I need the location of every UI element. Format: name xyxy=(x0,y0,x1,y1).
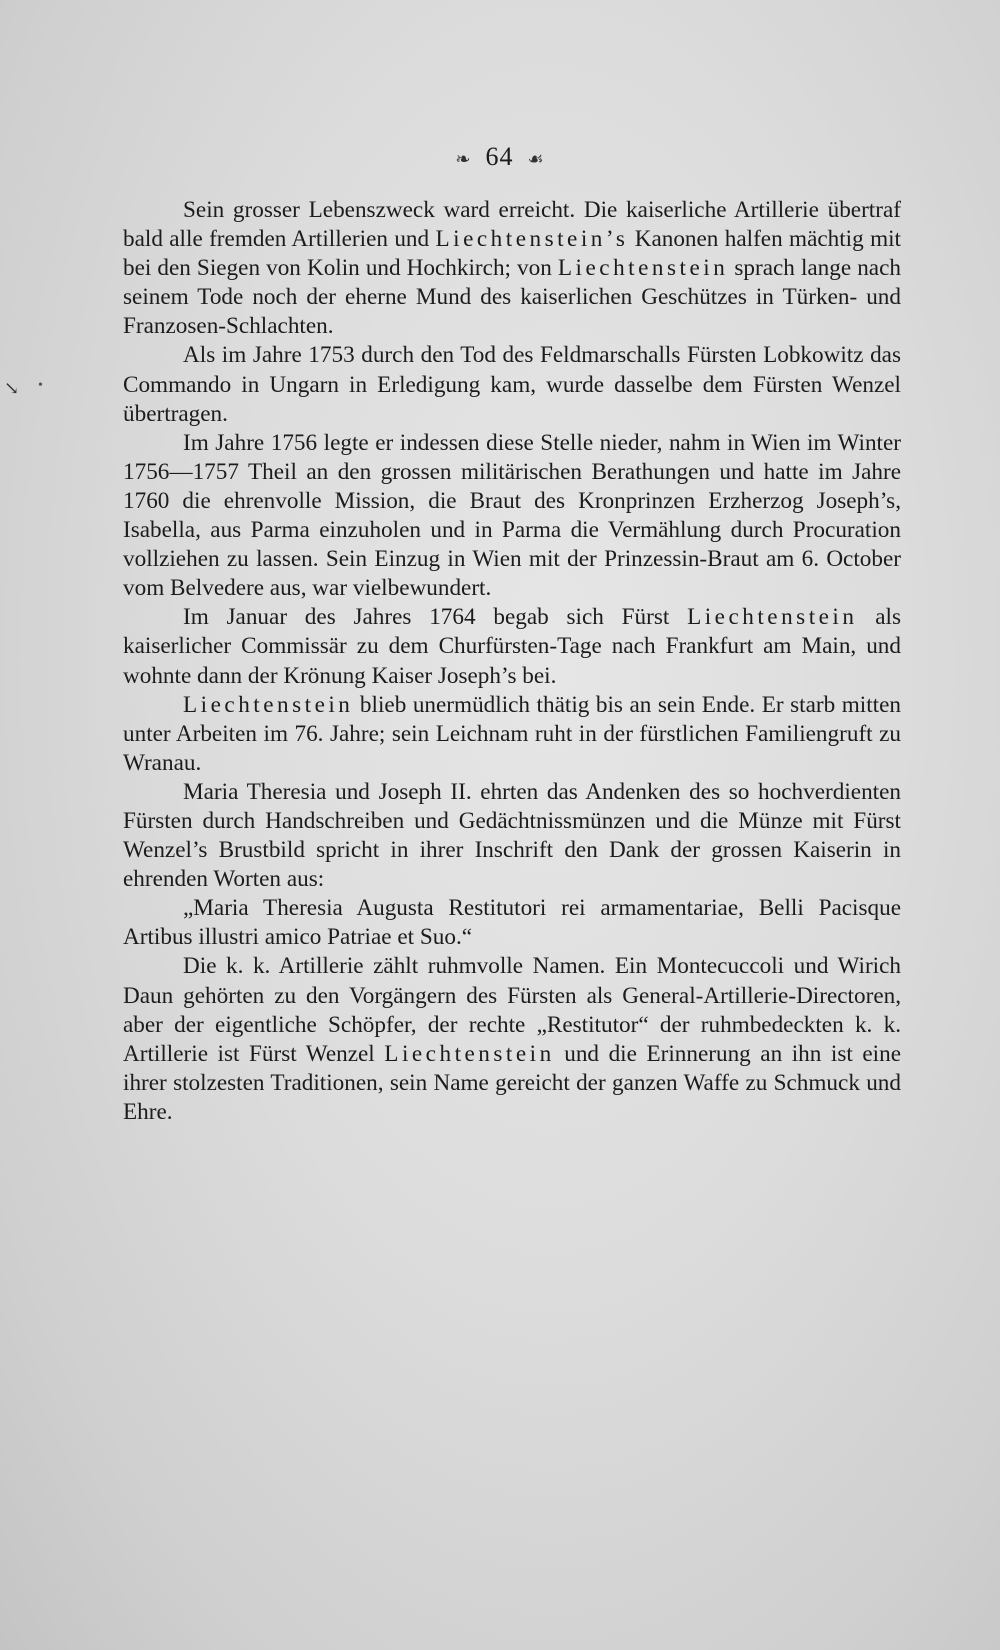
paragraph xyxy=(123,429,901,604)
spaced-name: Liechtenstein’s xyxy=(435,226,629,253)
margin-mark: ↘ xyxy=(4,378,20,398)
right-ornament-icon: ☙ xyxy=(527,148,545,169)
left-ornament-icon: ❧ xyxy=(455,148,472,169)
text-segment: als kaiserlicher Commissär zu dem Churfürsten-Tage nach Frankfurt am Main, und wohnte dann der Krönung Kaiser Joseph’s bei. xyxy=(123,604,901,689)
text-segment: Maria Theresia und Joseph II. ehrten das Andenken des so hochverdienten Fürsten durch Handschreiben und Gedächtnissmünzen und die Münze mit Fürst Wenzel’s Brustbild spricht in ihrer Inschrift den Dank der grossen Kaiserin in ehrenden Worten aus: xyxy=(123,778,901,893)
spaced-name: Liechtenstein xyxy=(183,691,354,718)
paragraph xyxy=(123,341,901,428)
text-segment: Im Januar des Jahres 1764 begab sich Fürst xyxy=(183,604,688,631)
paragraph xyxy=(123,691,901,778)
spaced-name: Liechtenstein xyxy=(557,255,729,282)
text-segment: sprach lange nach seinem Tode noch der eherne Mund des kaiserlichen Geschützes in Türken- und Franzosen-Schlachten. xyxy=(123,255,901,340)
paragraph xyxy=(123,894,901,952)
text-segment: Sein grosser Lebenszweck ward erreicht. Die kaiserliche Artillerie übertraf bald alle fremden Artillerien und xyxy=(123,197,901,253)
text-segment: Im Jahre 1756 legte er indessen diese Stelle nieder, nahm in Wien im Winter 1756—1757 Theil an den grossen militärischen Berathungen und hatte im Jahre 1760 die ehrenvolle Mission, die Braut des Kronprinzen Erzherzog Joseph’s, Isabella, aus Parma einzuholen und in Parma die Vermählung durch Procuration vollziehen zu lassen. Sein Einzug in Wien mit der Prinzessin-Braut am 6. October vom Belvedere aus, war vielbewundert. xyxy=(123,429,901,602)
spaced-name: Liechtenstein xyxy=(384,1040,555,1067)
paragraph xyxy=(123,196,901,341)
page-number: 64 xyxy=(485,142,514,171)
paragraph xyxy=(123,778,901,894)
paragraph xyxy=(123,603,901,690)
page-header xyxy=(0,142,1000,172)
paragraph xyxy=(123,952,901,1127)
text-segment: Als im Jahre 1753 durch den Tod des Feldmarschalls Fürsten Lobkowitz das Commando in Ungarn in Erledigung kam, wurde dasselbe dem Fürsten Wenzel übertragen. xyxy=(123,342,901,427)
margin-dot: • xyxy=(38,378,43,393)
text-segment: Kanonen halfen mächtig mit bei den Siegen von Kolin und Hochkirch; von xyxy=(123,226,901,282)
spaced-name: Liechtenstein xyxy=(687,604,858,631)
body-text xyxy=(123,196,901,1127)
text-segment: blieb unermüdlich thätig bis an sein Ende. Er starb mitten unter Arbeiten im 76. Jahre; sein Leichnam ruht in der fürstlichen Familiengruft zu Wranau. xyxy=(123,691,901,776)
text-segment: „Maria Theresia Augusta Restitutori rei armamentariae, Belli Pacisque Artibus illustri amico Patriae et Suo.“ xyxy=(123,895,901,951)
text-segment: Die k. k. Artillerie zählt ruhmvolle Namen. Ein Montecuccoli und Wirich Daun gehörten zu den Vorgängern des Fürsten als General-Artillerie-Directoren, aber der eigentliche Schöpfer, der rechte „Restitutor“ der ruhmbedeckten k. k. Artillerie ist Fürst Wenzel xyxy=(123,953,901,1067)
text-segment: und die Erinnerung an ihn ist eine ihrer stolzesten Traditionen, sein Name gereicht der ganzen Waffe zu Schmuck und Ehre. xyxy=(123,1040,901,1125)
